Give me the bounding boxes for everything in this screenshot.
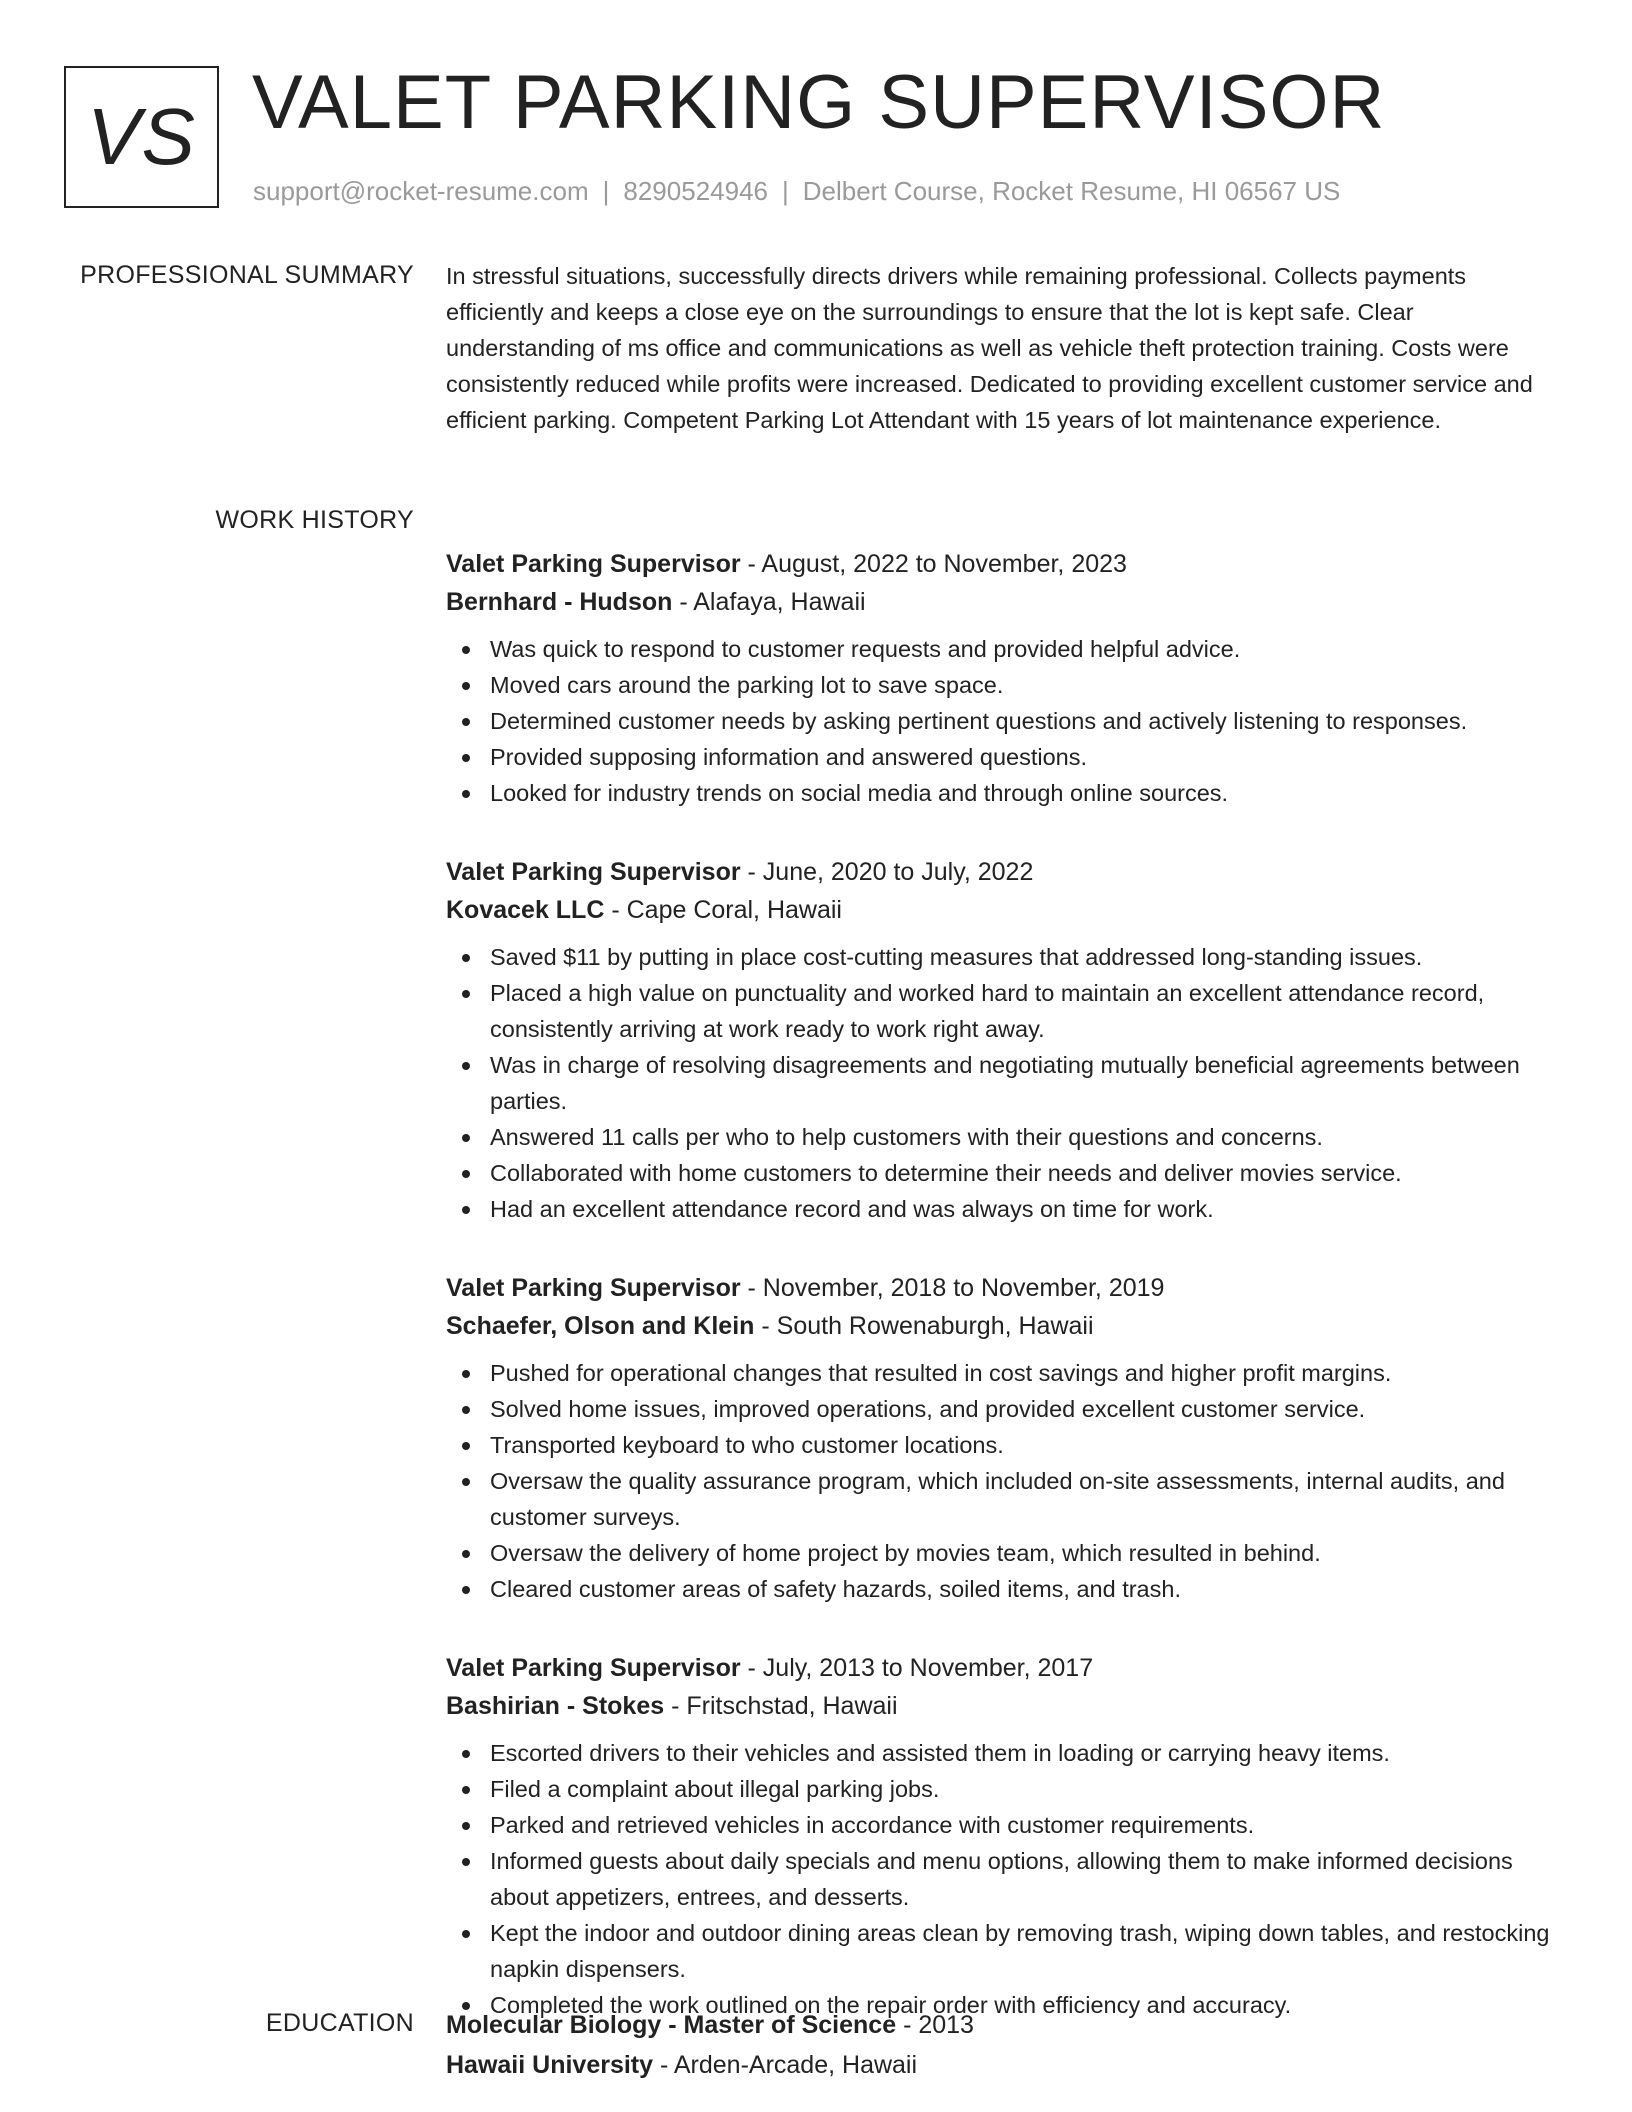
list-item <box>446 1571 1568 1607</box>
duty-text: Saved $11 by putting in place cost-cutting measures that addressed long-standing issues. <box>490 944 1423 970</box>
job-title-line <box>446 1649 1568 1687</box>
duty-text: Looked for industry trends on social media and through online sources. <box>490 780 1229 806</box>
duty-text: Oversaw the delivery of home project by movies team, which resulted in behind. <box>490 1540 1321 1566</box>
duty-text: Was quick to respond to customer requests and provided helpful advice. <box>490 636 1241 662</box>
job-entry <box>446 853 1568 1227</box>
list-item <box>446 1735 1568 1771</box>
list-item <box>446 1771 1568 1807</box>
work-history-heading: WORK HISTORY <box>215 506 414 534</box>
job-location: - South Rowenaburgh, Hawaii <box>754 1312 1094 1340</box>
list-item <box>446 1463 1568 1535</box>
contact-line <box>253 174 1340 208</box>
list-item <box>446 1535 1568 1571</box>
duty-text: Filed a complaint about illegal parking jobs. <box>490 1776 940 1802</box>
bullet-icon <box>462 1370 470 1378</box>
summary-text: In stressful situations, successfully directs drivers while remaining professional. Collects payments efficiently and keeps a close eye on the surroundings to ensure that the lot is kept safe. Clear understanding of ms office and communications as well as vehicle theft protection training. Costs were consistently reduced while profits were increased. Dedicated to providing excellent customer service and efficient parking. Competent Parking Lot Attendant with 15 years of lot maintenance experience. <box>446 263 1533 433</box>
job-dates: - July, 2013 to November, 2017 <box>740 1654 1094 1682</box>
list-item <box>446 775 1568 811</box>
job-title-line <box>446 1269 1568 1307</box>
job-company: Kovacek LLC <box>446 896 605 924</box>
duty-text: Informed guests about daily specials and menu options, allowing them to make informed decisions about appetizers, entrees, and desserts. <box>490 1848 1513 1910</box>
duty-text: Moved cars around the parking lot to save space. <box>490 672 1004 698</box>
list-item <box>446 1191 1568 1227</box>
contact-separator: | <box>782 176 789 206</box>
job-title: Valet Parking Supervisor <box>446 1274 741 1302</box>
list-item <box>446 1047 1568 1119</box>
bullet-icon <box>462 990 470 998</box>
list-item <box>446 703 1568 739</box>
bullet-icon <box>462 790 470 798</box>
job-duties-list <box>446 939 1568 1227</box>
jobs-list <box>446 503 1568 2023</box>
bullet-icon <box>462 1478 470 1486</box>
contact-address: Delbert Course, Rocket Resume, HI 06567 US <box>802 176 1341 206</box>
degree-line <box>446 2006 1568 2044</box>
contact-email: support@rocket-resume.com <box>253 176 589 206</box>
degree-name: Molecular Biology - Master of Science <box>446 2011 897 2039</box>
list-item <box>446 1807 1568 1843</box>
job-title: Valet Parking Supervisor <box>446 550 741 578</box>
list-item <box>446 1155 1568 1191</box>
job-title: Valet Parking Supervisor <box>446 1654 741 1682</box>
bullet-icon <box>462 1134 470 1142</box>
job-company-line <box>446 583 1568 621</box>
duty-text: Placed a high value on punctuality and worked hard to maintain an excellent attendance record, consistently arriving at work ready to work right away. <box>490 980 1485 1042</box>
job-company: Bashirian - Stokes <box>446 1692 665 1720</box>
degree-year: - 2013 <box>896 2011 974 2039</box>
job-entry <box>446 1269 1568 1607</box>
bullet-icon <box>462 954 470 962</box>
list-item <box>446 1915 1568 1987</box>
list-item <box>446 1119 1568 1155</box>
duty-text: Solved home issues, improved operations, and provided excellent customer service. <box>490 1396 1366 1422</box>
bullet-icon <box>462 1170 470 1178</box>
bullet-icon <box>462 1550 470 1558</box>
duty-text: Parked and retrieved vehicles in accordance with customer requirements. <box>490 1812 1255 1838</box>
job-dates: - August, 2022 to November, 2023 <box>740 550 1127 578</box>
bullet-icon <box>462 1786 470 1794</box>
job-location: - Fritschstad, Hawaii <box>664 1692 898 1720</box>
duty-text: Kept the indoor and outdoor dining areas clean by removing trash, wiping down tables, and restocking napkin dispensers. <box>490 1920 1550 1982</box>
bullet-icon <box>462 1062 470 1070</box>
job-entry <box>446 545 1568 811</box>
job-title-line <box>446 853 1568 891</box>
job-location: - Alafaya, Hawaii <box>672 588 866 616</box>
job-title: Valet Parking Supervisor <box>446 858 741 886</box>
bullet-icon <box>462 1750 470 1758</box>
duty-text: Provided supposing information and answered questions. <box>490 744 1088 770</box>
list-item <box>446 1391 1568 1427</box>
job-company: Schaefer, Olson and Klein <box>446 1312 755 1340</box>
job-company: Bernhard - Hudson <box>446 588 673 616</box>
contact-separator: | <box>602 176 610 206</box>
list-item <box>446 631 1568 667</box>
job-entry <box>446 1649 1568 2023</box>
duty-text: Answered 11 calls per who to help customers with their questions and concerns. <box>490 1124 1323 1150</box>
duty-text: Escorted drivers to their vehicles and assisted them in loading or carrying heavy items. <box>490 1740 1390 1766</box>
bullet-icon <box>462 718 470 726</box>
bullet-icon <box>462 646 470 654</box>
job-duties-list <box>446 1355 1568 1607</box>
job-duties-list <box>446 631 1568 811</box>
school-line <box>446 2046 1568 2084</box>
school-name: Hawaii University <box>446 2051 654 2079</box>
list-item <box>446 1427 1568 1463</box>
education-heading: EDUCATION <box>265 2009 414 2037</box>
duty-text: Had an excellent attendance record and was always on time for work. <box>490 1196 1214 1222</box>
bullet-icon <box>462 1206 470 1214</box>
list-item <box>446 1843 1568 1915</box>
school-location: - Arden-Arcade, Hawaii <box>653 2051 918 2079</box>
duty-text: Completed the work outlined on the repair order with efficiency and accuracy. <box>490 1992 1292 2018</box>
job-location: - Cape Coral, Hawaii <box>604 896 842 924</box>
duty-text: Was in charge of resolving disagreements and negotiating mutually beneficial agreements between parties. <box>490 1052 1520 1114</box>
job-dates: - November, 2018 to November, 2019 <box>740 1274 1165 1302</box>
bullet-icon <box>462 754 470 762</box>
duty-text: Transported keyboard to who customer locations. <box>490 1432 1004 1458</box>
job-company-line <box>446 1687 1568 1725</box>
job-duties-list <box>446 1735 1568 2023</box>
duty-text: Collaborated with home customers to determine their needs and deliver movies service. <box>490 1160 1402 1186</box>
job-dates: - June, 2020 to July, 2022 <box>740 858 1034 886</box>
list-item <box>446 1355 1568 1391</box>
bullet-icon <box>462 1406 470 1414</box>
bullet-icon <box>462 1442 470 1450</box>
duty-text: Oversaw the quality assurance program, which included on-site assessments, internal audits, and customer surveys. <box>490 1468 1505 1530</box>
contact-phone: 8290524946 <box>623 176 768 206</box>
monogram-badge: VS <box>64 66 219 208</box>
list-item <box>446 739 1568 775</box>
bullet-icon <box>462 1930 470 1938</box>
bullet-icon <box>462 1858 470 1866</box>
bullet-icon <box>462 682 470 690</box>
bullet-icon <box>462 1586 470 1594</box>
bullet-icon <box>462 1822 470 1830</box>
job-title-line <box>446 545 1568 583</box>
duty-text: Determined customer needs by asking pertinent questions and actively listening to responses. <box>490 708 1468 734</box>
list-item <box>446 667 1568 703</box>
duty-text: Pushed for operational changes that resulted in cost savings and higher profit margins. <box>490 1360 1392 1386</box>
duty-text: Cleared customer areas of safety hazards, soiled items, and trash. <box>490 1576 1181 1602</box>
list-item <box>446 939 1568 975</box>
summary-heading: PROFESSIONAL SUMMARY <box>80 261 414 289</box>
job-company-line <box>446 891 1568 929</box>
page-title: VALET PARKING SUPERVISOR <box>252 60 1386 145</box>
job-company-line <box>446 1307 1568 1345</box>
list-item <box>446 975 1568 1047</box>
